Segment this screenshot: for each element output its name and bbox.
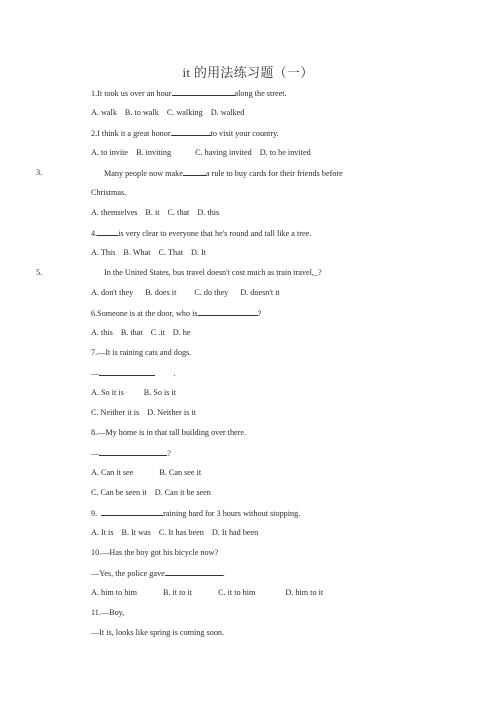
question-9 xyxy=(91,508,300,518)
answer-blank xyxy=(99,448,167,456)
question-8-options-row-1 xyxy=(91,468,209,477)
option-d: D. It had been xyxy=(211,528,259,537)
question-5-stem: In the United States, bus travel doesn't cost much as train travel,_? xyxy=(104,268,322,277)
question-mark: ? xyxy=(167,449,171,458)
question-3-stem-end: a rule to buy cards for their friends before xyxy=(205,169,343,178)
option-c: C. having invited xyxy=(195,148,252,157)
question-7-prompt: 7.—It is raining cats and dogs. xyxy=(91,348,192,357)
option-d: D. walked xyxy=(210,108,245,117)
question-3-continuation: Christmas. xyxy=(91,188,127,197)
answer-blank xyxy=(198,308,258,316)
option-d: D. doesn't it xyxy=(240,288,280,297)
question-11-prompt: 11.—Boy, xyxy=(91,608,125,617)
question-5-options xyxy=(91,288,288,297)
option-c: C .it xyxy=(150,328,165,337)
option-d: D. Can it be seen xyxy=(154,488,211,497)
answer-blank xyxy=(101,508,163,516)
question-3-stem-start: Many people now make xyxy=(104,169,183,178)
question-8-prompt: 8.—My home is in that tall building over there. xyxy=(91,428,247,437)
option-d: D. It xyxy=(190,248,206,257)
option-a: A. This xyxy=(91,248,116,257)
answer-blank xyxy=(172,88,235,96)
option-a: A. Can it see xyxy=(91,468,134,477)
option-d: D. him to it xyxy=(285,588,324,597)
question-6-stem-end: ? xyxy=(257,309,262,318)
question-7-options-row-1 xyxy=(91,388,184,397)
question-9-stem: raining hard for 3 hours without stopping. xyxy=(163,509,301,518)
option-c: C. it to him xyxy=(218,588,256,597)
option-a: A. themselves xyxy=(91,208,138,217)
option-a: A. walk xyxy=(91,108,117,117)
answer-blank xyxy=(183,168,206,176)
question-4-stem: is very clear to everyone that he's round and tall like a tree. xyxy=(118,229,312,238)
answer-blank xyxy=(97,228,118,236)
option-c: C. It has been xyxy=(158,528,204,537)
question-3-options xyxy=(91,208,227,217)
question-6-options xyxy=(91,328,199,337)
question-10-options xyxy=(91,588,331,597)
option-d: D. Neither is it xyxy=(147,408,196,417)
option-c: C. Can be seen it xyxy=(91,488,147,497)
option-a: A. him to him xyxy=(91,588,137,597)
question-4-options xyxy=(91,248,214,257)
option-a: A. It is xyxy=(91,528,114,537)
option-c: C. Neither it is xyxy=(91,408,140,417)
question-10-response xyxy=(91,568,225,578)
question-8-response xyxy=(91,448,171,458)
option-a: A. this xyxy=(91,328,113,337)
dash: — xyxy=(91,369,100,378)
option-b: B. to walk xyxy=(124,108,159,117)
question-3-number: 3. xyxy=(36,168,43,177)
question-3 xyxy=(104,168,343,178)
option-b: B. What xyxy=(123,248,151,257)
option-c: C. do they xyxy=(194,288,229,297)
question-8-options-row-2 xyxy=(91,488,219,497)
question-1-options xyxy=(91,108,252,117)
question-2-stem-end: to visit your country. xyxy=(210,129,279,138)
question-5-number: 5. xyxy=(36,268,43,277)
option-c: C. That xyxy=(158,248,183,257)
option-b: B. Can see it xyxy=(159,468,202,477)
question-9-number: 9. xyxy=(91,509,98,518)
answer-blank xyxy=(165,568,223,576)
question-6 xyxy=(91,308,261,318)
question-4-number: 4. xyxy=(91,229,98,238)
question-9-options xyxy=(91,528,266,537)
option-b: B. it xyxy=(145,208,160,217)
question-1-stem-end: along the street. xyxy=(234,89,287,98)
question-10-prompt: 10.—Has the boy got his bicycle now? xyxy=(91,548,219,557)
answer-blank xyxy=(99,368,155,376)
option-a: A. to invite xyxy=(91,148,129,157)
option-b: B. So is it xyxy=(143,388,177,397)
question-2-stem-start: 2.I think it a great honor xyxy=(91,129,171,138)
option-a: A. don't they xyxy=(91,288,134,297)
question-7-response xyxy=(91,368,175,378)
question-1 xyxy=(91,88,287,98)
question-6-stem-start: 6.Someone is at the door, who is xyxy=(91,309,198,318)
page-title: it 的用法练习题（一） xyxy=(182,65,314,80)
option-b: B. inviting xyxy=(136,148,172,157)
option-d: D. he xyxy=(172,328,191,337)
option-d: D. this xyxy=(197,208,220,217)
period: . xyxy=(222,569,225,578)
question-11-response: —It is, looks like spring is coming soon. xyxy=(91,628,225,637)
period: . xyxy=(173,369,176,378)
option-d: D. to be invited xyxy=(259,148,311,157)
option-c: C. walking xyxy=(166,108,203,117)
question-7-options-row-2 xyxy=(91,408,204,417)
option-c: C. that xyxy=(167,208,190,217)
question-1-stem-start: 1.It took us over an hour xyxy=(91,89,172,98)
dash: — xyxy=(91,449,100,458)
question-10-response-start: —Yes, the police gave xyxy=(91,569,165,578)
option-a: A. So it is xyxy=(91,388,124,397)
option-b: B. does it xyxy=(145,288,177,297)
answer-blank xyxy=(171,128,211,136)
option-b: B. it to it xyxy=(162,588,193,597)
option-b: B. that xyxy=(120,328,143,337)
question-2-options xyxy=(91,148,319,157)
question-2 xyxy=(91,128,279,138)
option-b: B. It was xyxy=(121,528,151,537)
question-4 xyxy=(91,228,311,238)
